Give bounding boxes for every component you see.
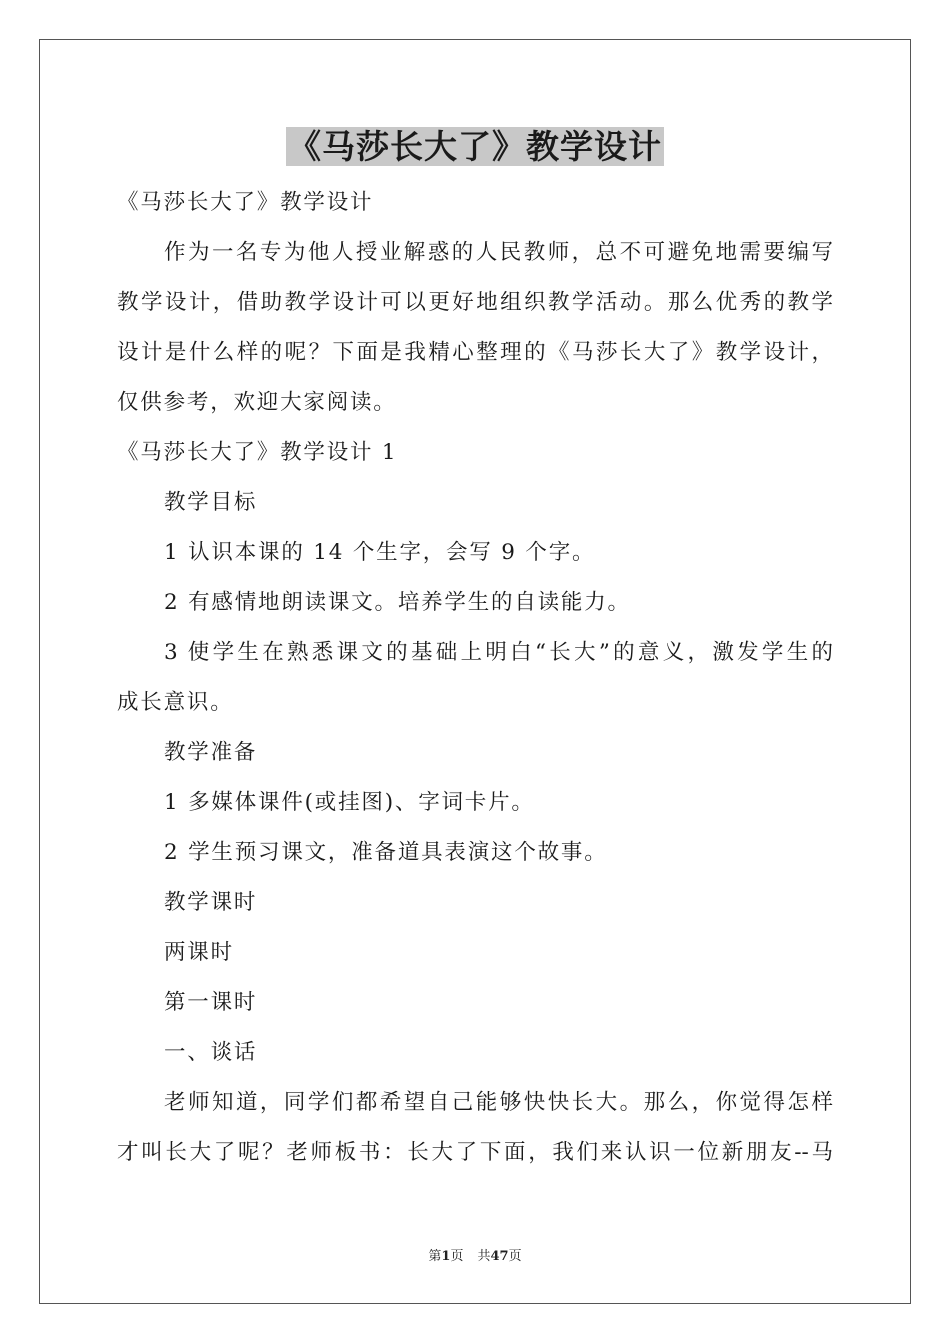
text-line: 作为一名专为他人授业解惑的人民教师，总不可避免地需要编写: [164, 240, 833, 265]
text-line: 2 学生预习课文，准备道具表演这个故事。: [164, 840, 608, 865]
text-line: 设计是什么样的呢？下面是我精心整理的《马莎长大了》教学设计，: [117, 340, 833, 365]
text-line: 一、谈话: [164, 1040, 258, 1065]
text-line: 第一课时: [164, 990, 258, 1015]
text-line: 教学设计，借助教学设计可以更好地组织教学活动。那么优秀的教学: [117, 290, 833, 315]
page-footer: [0, 1248, 950, 1266]
footer-total-prefix: 共: [477, 1249, 491, 1264]
document-title-text: 《马莎长大了》教学设计: [288, 127, 662, 166]
text-line: 《马莎长大了》教学设计: [117, 190, 374, 215]
text-line: 仅供参考，欢迎大家阅读。: [117, 390, 397, 415]
text-line: 1 认识本课的 14 个生字，会写 9 个字。: [164, 540, 596, 565]
footer-page-suffix: 页: [450, 1249, 464, 1264]
text-line: 3 使学生在熟悉课文的基础上明白“长大”的意义，激发学生的: [164, 640, 833, 665]
text-line: 《马莎长大了》教学设计 1: [117, 440, 398, 465]
footer-total-pages: 47: [490, 1249, 509, 1264]
text-line: 成长意识。: [117, 690, 234, 715]
document-title: [0, 124, 950, 170]
text-line: 1 多媒体课件(或挂图)、字词卡片。: [164, 790, 535, 815]
text-line: 教学准备: [164, 740, 258, 765]
text-line: 才叫长大了呢？老师板书：长大了下面，我们来认识一位新朋友--马: [117, 1140, 833, 1165]
text-line: 两课时: [164, 940, 234, 965]
footer-total-suffix: 页: [508, 1249, 522, 1264]
text-line: 教学课时: [164, 890, 258, 915]
text-line: 2 有感情地朗读课文。培养学生的自读能力。: [164, 590, 631, 615]
footer-page-number: 1: [441, 1249, 451, 1264]
text-line: 教学目标: [164, 490, 258, 515]
document-body: [117, 178, 833, 1178]
footer-page-prefix: 第: [428, 1249, 442, 1264]
text-line: 老师知道，同学们都希望自己能够快快长大。那么，你觉得怎样: [164, 1090, 833, 1115]
